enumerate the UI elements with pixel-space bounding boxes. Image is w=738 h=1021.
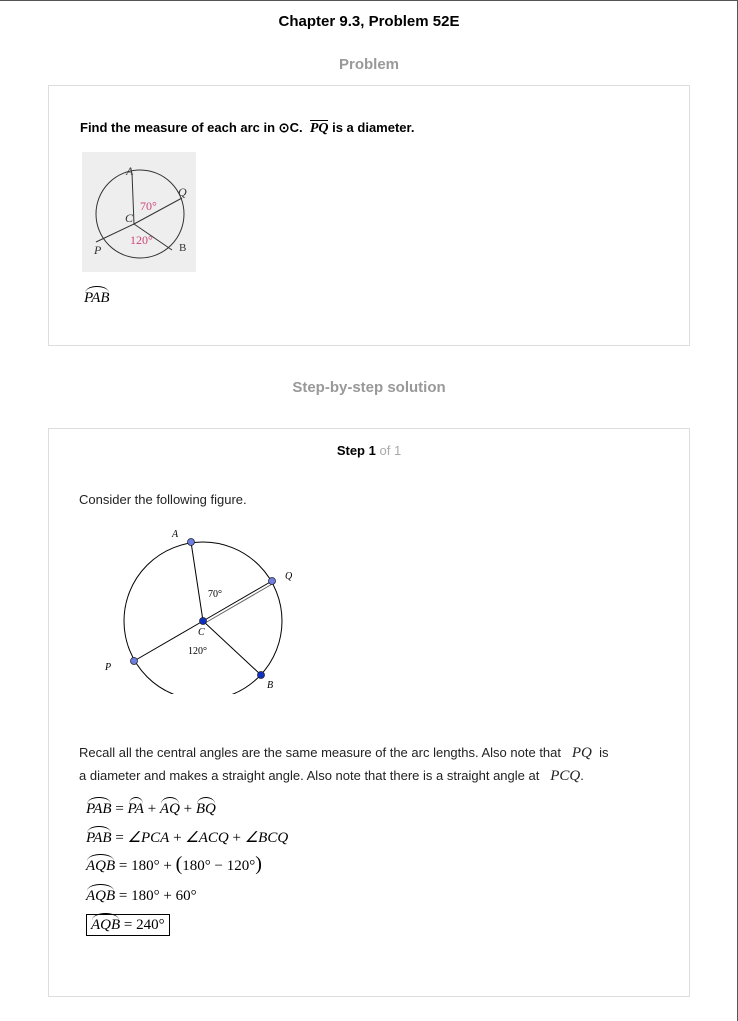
radius-cb (203, 621, 261, 675)
angle-70-label: 70° (140, 199, 157, 213)
label-b: B (267, 680, 274, 691)
angle-120-label: 120° (188, 646, 207, 657)
point-q (269, 578, 276, 585)
pcq-angle: PCQ (550, 768, 581, 784)
circle-symbol: ⊙C. (278, 120, 303, 135)
equation-3: AQB = 180° + (180° − 120°) (86, 853, 262, 875)
point-a (188, 539, 195, 546)
solution-card (48, 428, 690, 997)
label-q: Q (285, 571, 293, 582)
equation-1: PAB = PA + AQ + BQ (86, 797, 216, 818)
problem-heading: Problem (338, 56, 399, 73)
angle-70-label: 70° (208, 589, 222, 600)
label-a: A (172, 529, 179, 540)
step-indicator: Step 1 of 1 (336, 443, 402, 458)
label-q: Q (178, 185, 187, 199)
intro-text: Consider the following figure. (79, 492, 247, 507)
problem-figure-photo (82, 152, 196, 272)
arc-to-find: PAB (84, 286, 110, 307)
point-b (258, 672, 265, 679)
radius-cp (96, 224, 134, 242)
problem-circle-figure (82, 152, 196, 272)
final-answer-box: AQB = 240° (86, 914, 170, 936)
label-c: C (198, 627, 205, 638)
angle-120-label: 120° (130, 233, 153, 247)
label-c: C (125, 211, 134, 225)
diameter-segment: PQ (309, 121, 329, 136)
equation-2: PAB = ∠PCA + ∠ACQ + ∠BCQ (86, 826, 288, 847)
label-b: B (179, 242, 187, 254)
solution-heading: Step-by-step solution (292, 379, 446, 396)
point-c (200, 618, 207, 625)
radius-cq (203, 581, 272, 621)
pq-segment: PQ (571, 745, 592, 761)
page-title: Chapter 9.3, Problem 52E (278, 13, 460, 30)
point-p (131, 658, 138, 665)
problem-statement: Find the measure of each arc in ⊙C. PQ is a diameter. (80, 120, 415, 136)
problem-card (48, 85, 690, 346)
label-p: P (105, 662, 112, 673)
label-a: A (126, 164, 134, 178)
equation-5-boxed-answer (86, 913, 170, 934)
recall-line-1: Recall all the central angles are the same measure of the arc lengths. Also note that PQ is (79, 745, 609, 761)
solution-circle-figure (99, 524, 299, 694)
equation-4: AQB = 180° + 60° (86, 884, 197, 905)
label-p: P (94, 243, 102, 257)
recall-line-2: a diameter and makes a straight angle. Also note that there is a straight angle at PCQ. (79, 768, 584, 784)
frame-top-border (0, 0, 738, 1)
radius-ca (191, 542, 203, 621)
